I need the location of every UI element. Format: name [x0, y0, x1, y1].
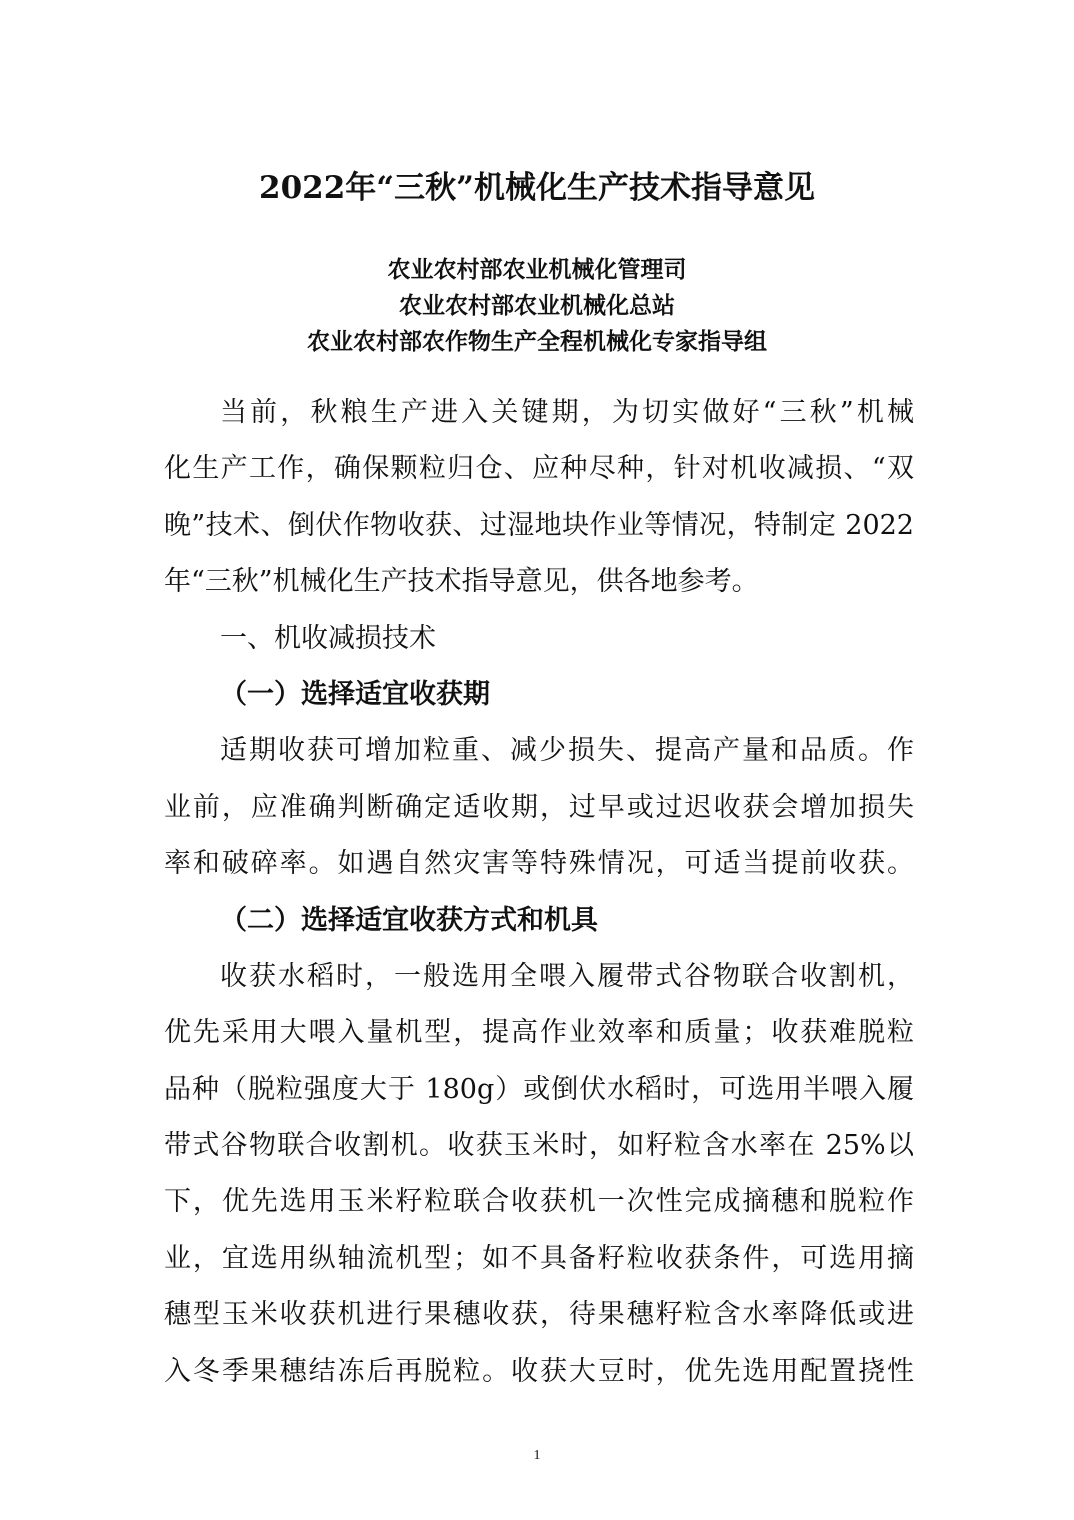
- subsection-paragraph-line: 品种（脱粒强度大于 180g）或倒伏水稻时，可选用半喂入履: [164, 1073, 914, 1105]
- subsection-paragraph-line: 收获水稻时，一般选用全喂入履带式谷物联合收割机，: [220, 960, 914, 992]
- author-line: 农业农村部农业机械化管理司: [387, 256, 687, 283]
- subsection-paragraph-line: 业，宜选用纵轴流机型；如不具备籽粒收获条件，可选用摘: [164, 1242, 914, 1274]
- author-block: [0, 252, 1074, 360]
- intro-paragraph-line: 年“三秋”机械化生产技术指导意见，供各地参考。: [164, 566, 759, 598]
- intro-paragraph-line: 晚”技术、倒伏作物收获、过湿地块作业等情况，特制定 2022: [164, 509, 914, 541]
- subsection-paragraph-line: 业前，应准确判断确定适收期，过早或过迟收获会增加损失: [164, 791, 914, 823]
- intro-paragraph-line: 化生产工作，确保颗粒归仓、应种尽种，针对机收减损、“双: [164, 453, 914, 485]
- subsection-paragraph-line: 带式谷物联合收割机。收获玉米时，如籽粒含水率在 25%以: [164, 1130, 914, 1162]
- subsection-paragraph-line: 适期收获可增加粒重、减少损失、提高产量和品质。作: [220, 735, 914, 767]
- subsection-paragraph-line: 优先采用大喂入量机型，提高作业效率和质量；收获难脱粒: [164, 1017, 914, 1049]
- subsection-paragraph-line: 入冬季果穗结冻后再脱粒。收获大豆时，优先选用配置挠性: [164, 1355, 914, 1387]
- section-heading: 一、机收减损技术: [220, 622, 436, 654]
- intro-paragraph-line: 当前，秋粮生产进入关键期，为切实做好“三秋”机械: [220, 397, 914, 428]
- subsection-paragraph-line: 率和破碎率。如遇自然灾害等特殊情况，可适当提前收获。: [164, 848, 914, 880]
- subsection-heading: （一）选择适宜收获期: [220, 678, 490, 710]
- page-number: 1: [533, 1448, 541, 1463]
- document-title: 2022年“三秋”机械化生产技术指导意见: [259, 170, 815, 206]
- author-line: 农业农村部农作物生产全程机械化专家指导组: [307, 328, 767, 355]
- subsection-paragraph-line: 下，优先选用玉米籽粒联合收获机一次性完成摘穗和脱粒作: [164, 1186, 914, 1218]
- subsection-heading: （二）选择适宜收获方式和机具: [220, 904, 598, 936]
- document-body: [164, 385, 914, 1400]
- author-line: 农业农村部农业机械化总站: [399, 292, 675, 319]
- subsection-paragraph-line: 穗型玉米收获机进行果穗收获，待果穗籽粒含水率降低或进: [164, 1299, 914, 1331]
